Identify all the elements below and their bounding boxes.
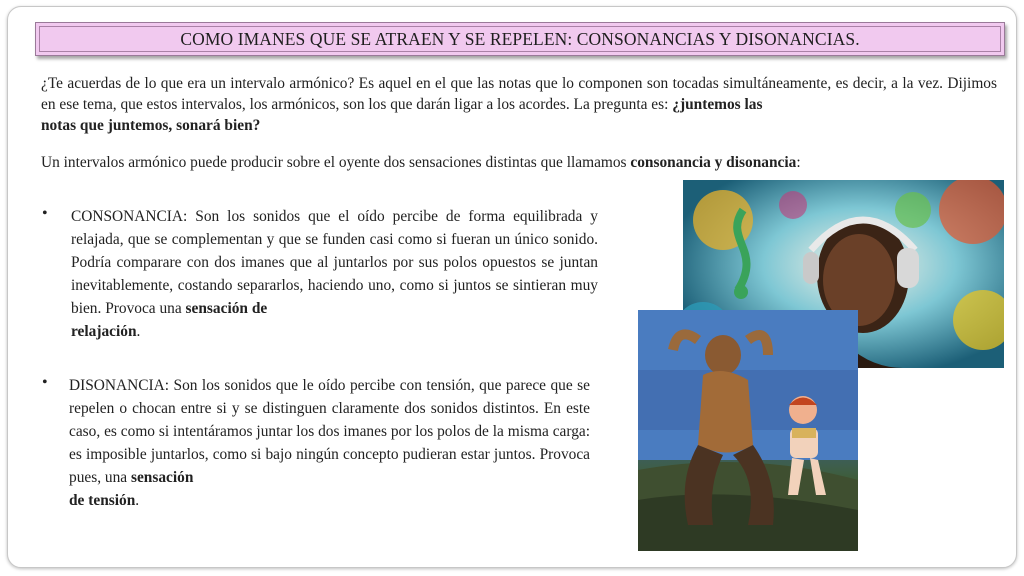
bullet-disonancia-text [69,374,590,512]
sensations-text: Un intervalos armónico puede producir sobre el oyente dos sensaciones distintas que llamamos [41,154,631,171]
disonancia-bold: sensación [130,469,194,486]
faun-illustration [638,310,858,551]
intro-text: ¿Te acuerdas de lo que era un intervalo armónico? Es aquel en el que las notas que lo componen son tocadas simultáneamente, es decir, a la vez. Dijimos en ese tema, que estos intervalos, los armónicos, son los que darán ligar a los acordes. La pregunta es: [41,75,997,113]
bullet-marker: • [42,205,48,222]
sensations-tail: : [796,154,801,171]
disonancia-tail: . [135,492,140,509]
disonancia-body: DISONANCIA: Son los sonidos que le oído percibe con tensión, que parece que se repelen o chocan entre si y se distinguen claramente dos sonidos distintos. En este caso, es como si intentáramos juntar los dos imanes por los polos de la misma carga: es imposible juntarlos, como si bajo ningún concepto pudieran estar juntos. Provoca pues, una [69,377,590,486]
consonancia-bold: sensación de [185,300,268,317]
intro-question-bold: ¿juntemos las [672,96,763,113]
sensations-bold: consonancia y disonancia [630,154,797,171]
consonancia-bold-end: relajación [71,323,137,340]
slide-title-text: COMO IMANES QUE SE ATRAEN Y SE REPELEN: CONSONANCIAS Y DISONANCIAS. [180,28,860,49]
consonancia-tail: . [136,323,141,340]
bullet-consonancia-text [71,205,598,343]
intro-question-bold-end: notas que juntemos, sonará bien? [41,117,261,134]
sensations-paragraph [41,152,941,173]
intro-paragraph [41,73,997,136]
bullet-marker: • [42,374,48,391]
consonancia-body: CONSONANCIA: Son los sonidos que el oído percibe de forma equilibrada y relajada, que se complementan y que se funden casi como si fueran un único sonido. Podría comparare con dos imanes que al juntarlos por sus polos opuestos se juntan inevitablemente, costando separarlos, haciendo uno, como si juntos se sintieran muy bien. Provoca una [71,208,598,317]
faun-painting-image [638,310,858,551]
disonancia-bold-end: de tensión [69,492,136,509]
slide-title [35,22,1005,56]
